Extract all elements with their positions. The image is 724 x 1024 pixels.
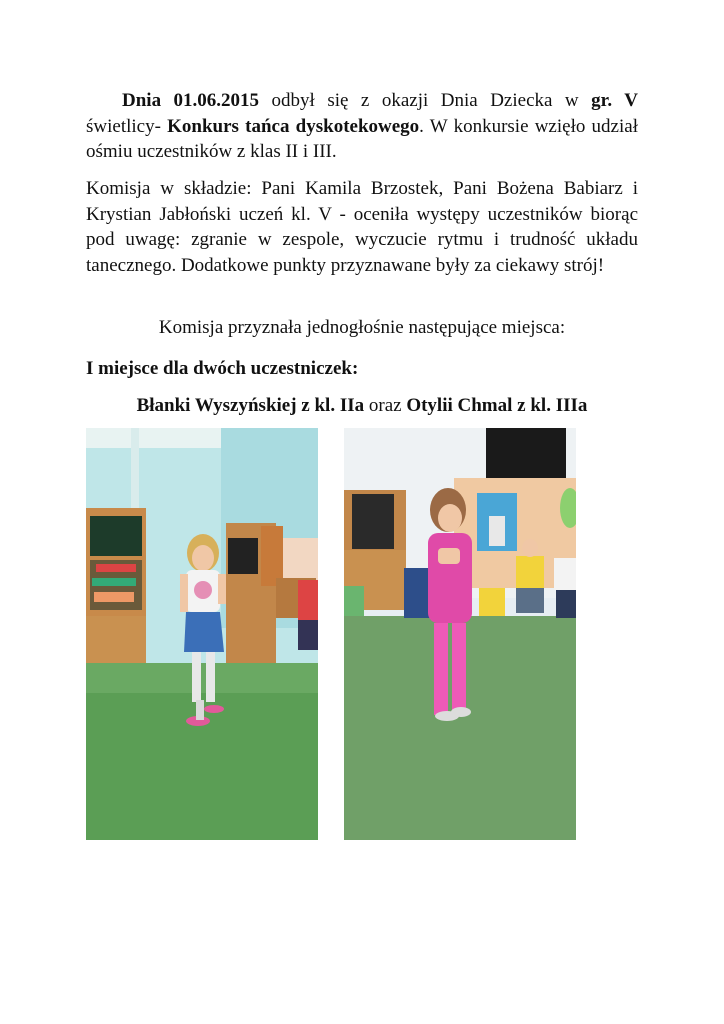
event-date: Dnia 01.06.2015	[122, 90, 260, 111]
winner-1: Błanki Wyszyńskiej z kl. IIa	[136, 395, 365, 416]
photo-dancer-2	[344, 428, 576, 840]
winner-2: Otylii Chmal z kl. IIIa	[406, 395, 588, 416]
first-place-heading: I miejsce dla dwóch uczestniczek:	[86, 358, 359, 379]
winners-conjunction: oraz	[364, 395, 407, 416]
contest-name: Konkurs tańca dyskotekowego	[167, 115, 420, 137]
photo-dancer-1	[86, 428, 318, 840]
intro-text-c: . W konkursie wzięło udział ośmiu uczestników z klas II i III.	[86, 115, 638, 163]
commission-paragraph: Komisja w składzie: Pani Kamila Brzostek, Pani Bożena Babiarz i Krystian Jabłoński uczeń kl. V - oceniła występy uczestników biorąc pod uwagę: zgranie w zespole, wyczucie rytmu i trudność układu tanecznego. Dodatkowe punkty przyznawane były za ciekawy strój!	[86, 178, 638, 276]
intro-text-a: odbył się z okazji Dnia Dziecka w	[259, 90, 592, 111]
intro-paragraph	[86, 88, 638, 165]
group-name: gr. V	[591, 90, 638, 111]
winners-line	[86, 393, 638, 419]
intro-text-b: świetlicy-	[86, 115, 168, 137]
places-intro: Komisja przyznała jednogłośnie następujące miejsca:	[158, 317, 566, 338]
